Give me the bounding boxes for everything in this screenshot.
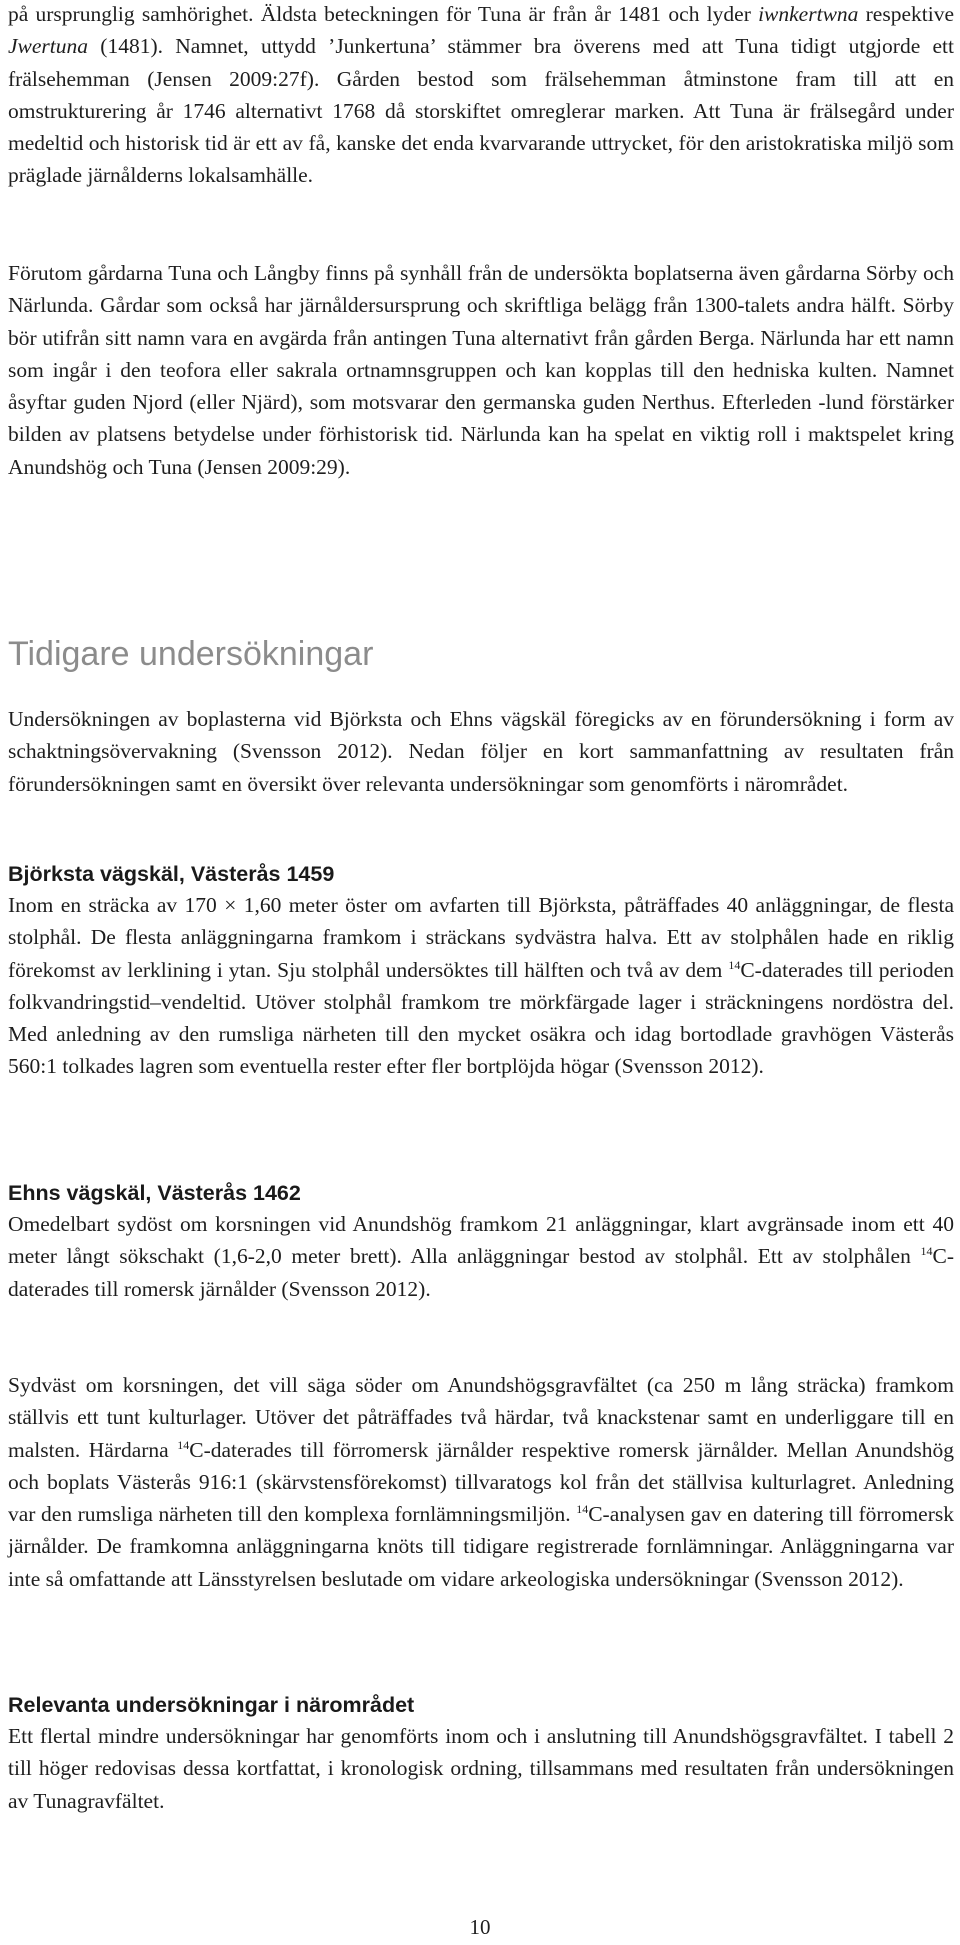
section-paragraph: Undersökningen av boplasterna vid Björksta och Ehns vägskäl föregicks av en förundersökning i form av schaktningsövervakning (Svensson 2012). Nedan följer en kort sammanfattning av resultaten från förundersökningen samt en översikt över relevanta undersökningar som genomförts i närområdet. [8,707,954,796]
ehns-paragraph-2 [8,1369,954,1595]
ehns-superscript-2: 14 [177,1437,190,1452]
relevanta-paragraph: Ett flertal mindre undersökningar har genomförts inom och i anslutning till Anundshögsgravfältet. I tabell 2 till höger redovisas dessa kortfattat, i kronologisk ordning, tillsammans med resultaten från undersökningen av Tunagravfältet. [8,1724,954,1813]
ehns-text-a: Omedelbart sydöst om korsningen vid Anundshög framkom 21 anläggningar, klart avgränsade inom ett 40 meter långt sökschakt (1,6-2,0 meter brett). Alla anläggningar bestod av stolphål. Ett av stolphålen [8,1212,954,1269]
bjorksta-superscript: 14 [728,957,741,972]
ehns-text-d: C-daterades till förromersk järnålder respektive romersk järnålder. Mellan Anundshög och boplats Västerås 916:1 (skärvstensförekomst) tillvaratogs kol från det ställvisa kulturlagret. Anledning var den rumsliga närheten till den komplexa fornlämningsmiljön. [8,1437,954,1527]
ehns-superscript-1: 14 [920,1244,933,1259]
ehns-text-c: Sydväst om korsningen, det vill säga söder om Anundshögsgravfältet (ca 250 m lång sträcka) framkom ställvis ett tunt kulturlager. Utöver det påträffades två härdar, två knackstenar samt en underliggare till en malsten. Härdarna [8,1373,954,1462]
section-heading: Tidigare undersökningar [8,635,374,673]
bjorksta-heading: Björksta vägskäl, Västerås 1459 [8,862,335,886]
intro-italic-2: Jwertuna [8,34,89,59]
page-number: 10 [469,1915,491,1939]
ehns-heading: Ehns vägskäl, Västerås 1462 [8,1181,301,1205]
ehns-text-b: C-daterades till romersk järnålder (Svensson 2012). [8,1244,954,1301]
intro-paragraph-1 [8,0,954,192]
ehns-paragraph-1 [8,1208,954,1305]
intro-paragraph-2: Förutom gårdarna Tuna och Långby finns på synhåll från de undersökta boplatserna även gårdarna Sörby och Närlunda. Gårdar som också har järnåldersursprung och skriftliga belägg från 1300-talets andra hälft. Sörby bör utifrån sitt namn vara en avgärda från antingen Tuna alternativt från gården Berga. Närlunda har ett namn som ingår i den teofora eller sakrala ortnamnsgruppen och kan kopplas till den hedniska kulten. Namnet åsyftar guden Njord (eller Njärd), som motsvarar den germanska guden Nerthus. Efterleden -lund förstärker bilden av platsens betydelse under förhistorisk tid. Närlunda kan ha spelat en viktig roll i maktspelet kring Anundshög och Tuna (Jensen 2009:29). [8,261,954,479]
ehns-superscript-3: 14 [576,1502,589,1517]
bjorksta-text-b: C-daterades till perioden folkvandringstid–vendeltid. Utöver stolphål framkom tre mörkfärgade lager i sträckningens nordöstra del. Med anledning av den rumsliga närheten till den mycket osäkra och idag bortodlade gravhögen Västerås 560:1 tolkades lagren som eventuella rester efter fler bortplöjda högar (Svensson 2012). [8,957,954,1079]
intro-text-a: på ursprunglig samhörighet. Äldsta beteckningen för Tuna är från år 1481 och lyder [8,2,759,26]
bjorksta-text-a: Inom en sträcka av 170 × 1,60 meter öster om avfarten till Björksta, påträffades 40 anläggningar, de flesta stolphål. De flesta anläggningarna framkom i sträckans sydvästra halva. Ett av stolphålen hade en riklig förekomst av lerklining i ytan. Sju stolphål undersöktes till hälften och två av dem [8,893,954,982]
intro-italic-1: iwnkertwna [758,2,859,26]
intro-text-c: (1481). Namnet, uttydd ’Junkertuna’ stämmer bra överens med att Tuna tidigt utgjorde ett frälsehemman (Jensen 2009:27f). Gården bestod som frälsehemman åtminstone fram till att en omstrukturering år 1746 alternativt 1768 då storskiftet omreglerar marken. Att Tuna är frälsegård under medeltid och historisk tid är ett av få, kanske det enda kvarvarande uttrycket, för den aristokratiska miljö som präglade järnålderns lokalsamhälle. [8,34,954,188]
ehns-text-e: C-analysen gav en datering till förromersk järnålder. De framkomna anläggningarna knöts till tidigare registrerade fornlämningar. Anläggningarna var inte så omfattande att Länsstyrelsen beslutade om vidare arkeologiska undersökningar (Svensson 2012). [8,1502,954,1591]
relevanta-heading: Relevanta undersökningar i närområdet [8,1693,415,1717]
intro-text-b: respektive [858,2,954,26]
bjorksta-paragraph [8,889,954,1083]
